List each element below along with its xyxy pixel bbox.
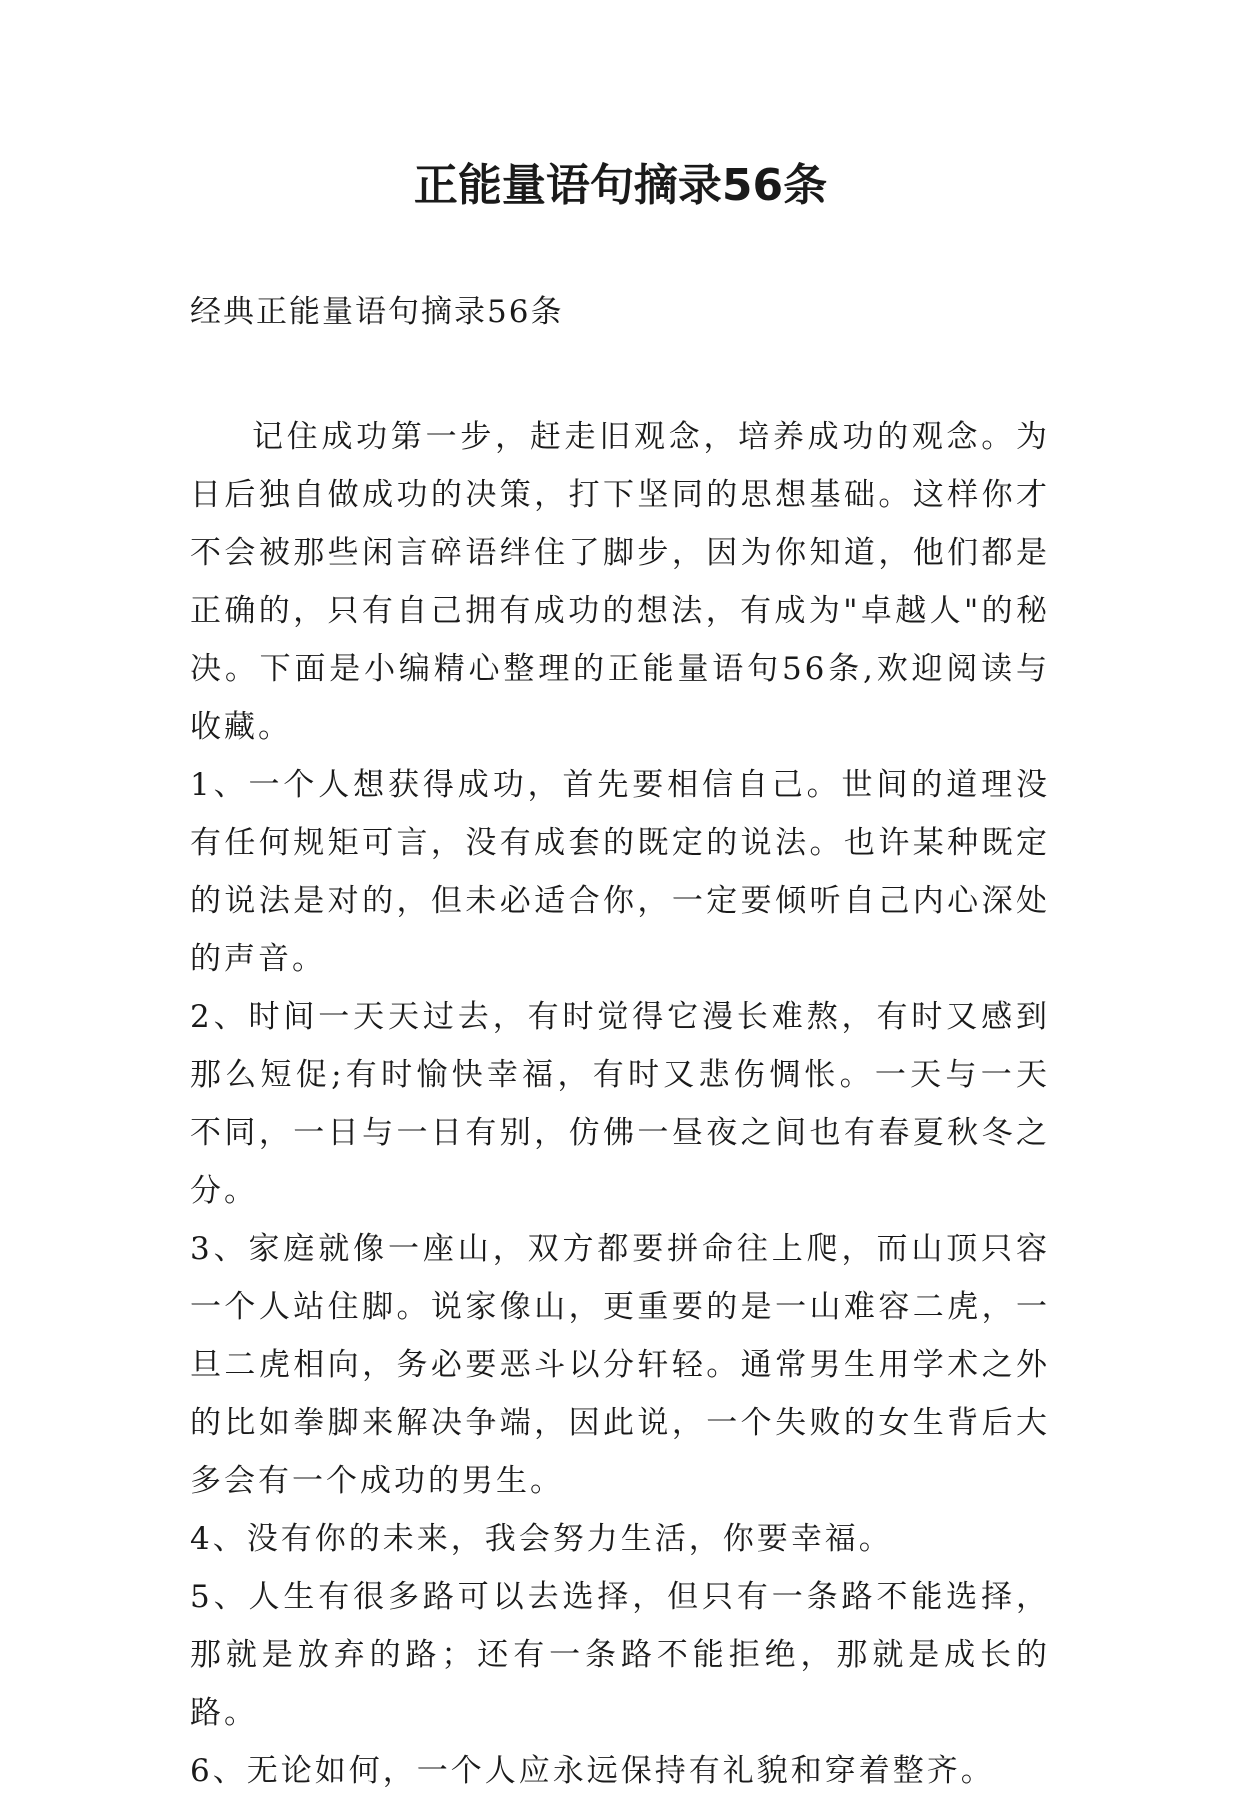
document-subtitle: 经典正能量语句摘录56条 — [190, 294, 564, 330]
list-item: 2、时间一天天过去，有时觉得它漫长难熬，有时又感到那么短促;有时愉快幸福，有时又悲伤惆怅。一天与一天不同，一日与一日有别，仿佛一昼夜之间也有春夏秋冬之分。 — [190, 999, 1050, 1209]
list-item: 5、人生有很多路可以去选择，但只有一条路不能选择，那就是放弃的路；还有一条路不能拒绝，那就是成长的路。 — [190, 1579, 1050, 1731]
document-body — [190, 408, 1050, 1800]
list-item: 6、无论如何，一个人应永远保持有礼貌和穿着整齐。 — [190, 1753, 995, 1789]
document-title: 正能量语句摘录56条 — [413, 160, 828, 211]
list-item: 4、没有你的未来，我会努力生活，你要幸福。 — [190, 1521, 893, 1557]
intro-paragraph: 记住成功第一步，赶走旧观念，培养成功的观念。为日后独自做成功的决策，打下坚同的思想基础。这样你才不会被那些闲言碎语绊住了脚步，因为你知道，他们都是正确的，只有自己拥有成功的想法，有成为"卓越人"的秘决。下面是小编精心整理的正能量语句56条,欢迎阅读与收藏。 — [190, 419, 1050, 745]
list-item: 1、一个人想获得成功，首先要相信自己。世间的道理没有任何规矩可言，没有成套的既定的说法。也许某种既定的说法是对的，但未必适合你，一定要倾听自己内心深处的声音。 — [190, 767, 1050, 977]
list-item: 3、家庭就像一座山，双方都要拼命往上爬，而山顶只容一个人站住脚。说家像山，更重要的是一山难容二虎，一旦二虎相向，务必要恶斗以分轩轻。通常男生用学术之外的比如拳脚来解决争端，因此说，一个失败的女生背后大多会有一个成功的男生。 — [190, 1231, 1050, 1499]
